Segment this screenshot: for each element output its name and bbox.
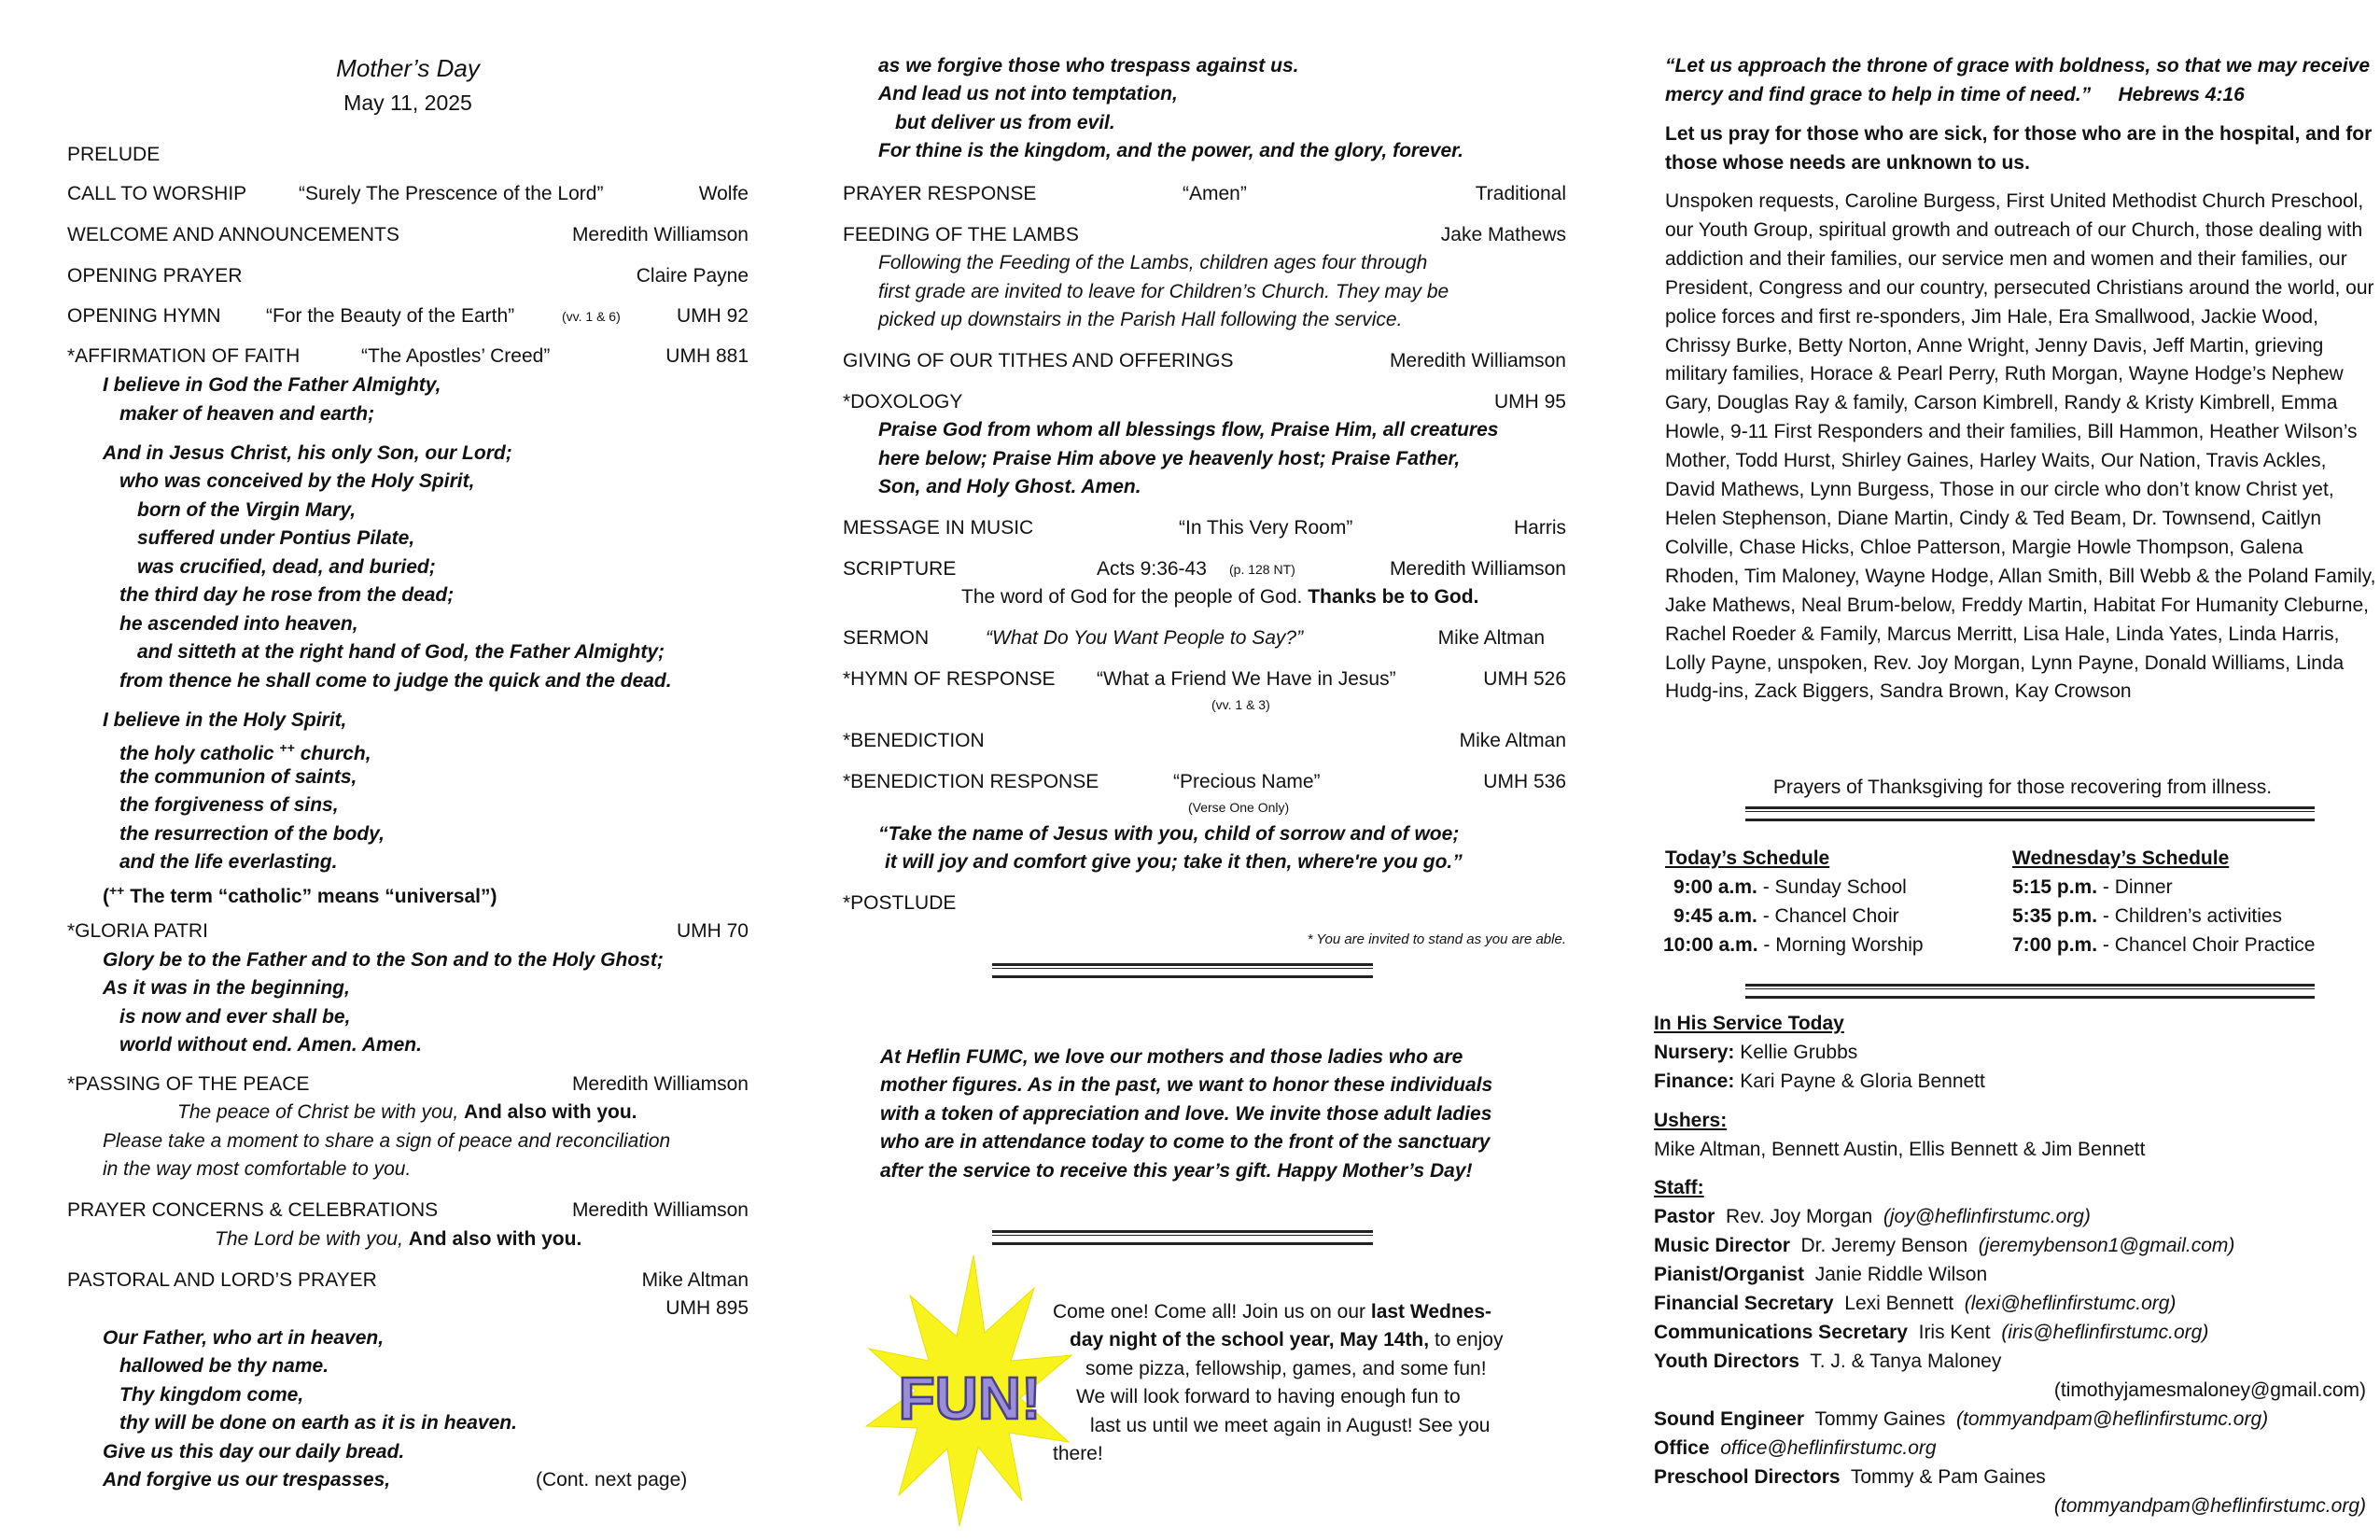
sermon-preacher: Mike Altman — [1437, 627, 1545, 649]
ushers-heading: Ushers: — [1654, 1110, 1728, 1131]
divider — [1745, 806, 2315, 821]
pastoral-prayer-leader: Mike Altman — [641, 1269, 749, 1291]
catholic-footnote-mark: ++ — [279, 740, 295, 755]
staff-row: (tommyandpam@heflinfirstumc.org) — [2053, 1495, 2366, 1517]
affirmation-number: UMH 881 — [665, 345, 749, 367]
today-schedule-item: 9:00 a.m. - Sunday School — [1673, 876, 1907, 898]
staff-row: Preschool Directors Tommy & Pam Gaines — [1654, 1466, 2046, 1488]
continued-note: (Cont. next page) — [536, 1469, 688, 1491]
affirmation-title: “The Apostles’ Creed” — [361, 345, 551, 367]
benediction-response-number: UMH 536 — [1483, 771, 1566, 792]
ushers-names: Mike Altman, Bennett Austin, Ellis Bennett & Jim Bennett — [1654, 1139, 2146, 1160]
opening-hymn-title: “For the Beauty of the Earth” — [266, 305, 515, 327]
pastoral-prayer-label: PASTORAL AND LORD’S PRAYER — [67, 1269, 377, 1291]
hebrews-verse: “Let us approach the throne of grace with boldness, so that we may receive mercy and find grace to help in time of need.” Hebrews 4:16 — [1665, 55, 2371, 105]
opening-hymn-verses: (vv. 1 & 6) — [562, 309, 621, 324]
page-title: Mother’s Day — [336, 54, 480, 82]
today-schedule-item: 9:45 a.m. - Chancel Choir — [1673, 905, 1899, 927]
sermon-label: SERMON — [843, 627, 930, 649]
wednesday-schedule-item: 7:00 p.m. - Chancel Choir Practice — [2012, 934, 2316, 956]
staff-row: (timothyjamesmaloney@gmail.com) — [2053, 1379, 2366, 1401]
prayer-intro: Let us pray for those who are sick, for those who are in the hospital, and for those whose needs are unknown to us. — [1665, 123, 2373, 174]
prayer-concerns-leader: Meredith Williamson — [571, 1199, 749, 1221]
staff-row: Communications Secretary Iris Kent (iris@heflinfirstumc.org) — [1654, 1322, 2209, 1343]
benediction-response-title: “Precious Name” — [1173, 771, 1321, 792]
opening-hymn-number: UMH 92 — [676, 305, 749, 327]
hymn-response-verses: (vv. 1 & 3) — [1211, 697, 1270, 712]
today-schedule-item: 10:00 a.m. - Morning Worship — [1663, 934, 1924, 956]
doxology-label: *DOXOLOGY — [843, 391, 963, 413]
postlude-label: *POSTLUDE — [843, 892, 957, 914]
stand-note: * You are invited to stand as you are able. — [1307, 931, 1566, 947]
hymn-response-label: *HYMN OF RESPONSE — [843, 668, 1056, 690]
call-to-worship-title: “Surely The Prescence of the Lord” — [299, 183, 604, 204]
gloria-number: UMH 70 — [676, 920, 749, 942]
hymn-response-number: UMH 526 — [1483, 668, 1566, 690]
welcome-label: WELCOME AND ANNOUNCEMENTS — [67, 224, 399, 245]
wednesday-schedule-item: 5:35 p.m. - Children’s activities — [2012, 905, 2283, 927]
doxology-number: UMH 95 — [1493, 391, 1566, 413]
staff-row: Pastor Rev. Joy Morgan (joy@heflinfirstumc.org) — [1654, 1206, 2091, 1227]
scripture-response: The word of God for the people of God. Thanks be to God. — [961, 586, 1479, 608]
benediction-response-label: *BENEDICTION RESPONSE — [843, 771, 1099, 792]
today-schedule-heading: Today’s Schedule — [1665, 847, 1830, 869]
prayer-concerns-label: PRAYER CONCERNS & CELEBRATIONS — [67, 1199, 439, 1221]
passing-peace-label: *PASSING OF THE PEACE — [67, 1073, 310, 1095]
nursery-line: Nursery: Kellie Grubbs — [1654, 1042, 1858, 1063]
feeding-lambs-label: FEEDING OF THE LAMBS — [843, 224, 1079, 245]
staff-row: Youth Directors T. J. & Tanya Maloney — [1654, 1351, 2002, 1372]
peace-response: The peace of Christ be with you, And also with you. — [177, 1101, 637, 1123]
fun-starburst-icon — [861, 1251, 1076, 1531]
sermon-title: “What Do You Want People to Say?” — [986, 627, 1304, 649]
wednesday-schedule-item: 5:15 p.m. - Dinner — [2012, 876, 2173, 898]
staff-row: Financial Secretary Lexi Bennett (lexi@heflinfirstumc.org) — [1654, 1293, 2177, 1314]
pastoral-prayer-number: UMH 895 — [665, 1297, 749, 1319]
benediction-label: *BENEDICTION — [843, 730, 985, 751]
divider — [1745, 984, 2315, 999]
benediction-response-note: (Verse One Only) — [1188, 800, 1290, 815]
welcome-leader: Meredith Williamson — [571, 224, 749, 245]
passing-peace-leader: Meredith Williamson — [571, 1073, 749, 1095]
prayer-response-label: PRAYER RESPONSE — [843, 183, 1037, 204]
scripture-reader: Meredith Williamson — [1389, 558, 1566, 580]
hymn-response-title: “What a Friend We Have in Jesus” — [1097, 668, 1396, 690]
scripture-label: SCRIPTURE — [843, 558, 957, 580]
feeding-lambs-leader: Jake Mathews — [1440, 224, 1566, 245]
message-music-label: MESSAGE IN MUSIC — [843, 517, 1034, 539]
in-his-service-heading: In His Service Today — [1654, 1013, 1844, 1034]
scripture-page: (p. 128 NT) — [1229, 562, 1295, 577]
finance-line: Finance: Kari Payne & Gloria Bennett — [1654, 1071, 1985, 1092]
prayer-response-author: Traditional — [1475, 183, 1566, 204]
catholic-footnote: (++ The term “catholic” means “universal”) — [103, 883, 497, 907]
staff-row: Pianist/Organist Janie Riddle Wilson — [1654, 1264, 1988, 1285]
affirmation-label: *AFFIRMATION OF FAITH — [67, 345, 301, 367]
divider — [992, 1230, 1373, 1245]
peace-note: Please take a moment to share a sign of peace and reconciliation — [103, 1130, 671, 1152]
prayer-response-title: “Amen” — [1183, 183, 1247, 204]
giving-label: GIVING OF OUR TITHES AND OFFERINGS — [843, 350, 1234, 371]
scripture-reference: Acts 9:36-43 — [1097, 558, 1207, 580]
service-date: May 11, 2025 — [343, 91, 472, 115]
message-music-title: “In This Very Room” — [1179, 517, 1353, 539]
prelude-label: PRELUDE — [67, 144, 161, 165]
concerns-response: The Lord be with you, And also with you. — [215, 1228, 582, 1250]
opening-hymn-label: OPENING HYMN — [67, 305, 221, 327]
prayer-requests: Unspoken requests, Caroline Burgess, First United Methodist Church Preschool, our Youth Group, spiritual growth and outreach of our Church, those dealing with addiction and their families, our service men and women and their families, our President, Congress and our country, persecuted Christians around the world, our police forces and first re-sponders, Jim Hale, Era Smallwood, Jackie Wood, Chrissy Burke, Betty Norton, Anne Wright, Jenny Davis, Jeff Martin, grieving military families, Horace & Pearl Perry, Ruth Morgan, Wayne Hodge’s Nephew Gary, Douglas Ray & family, Carson Kimbrell, Randy & Kristy Kimbrell, Emma Howle, 9-11 First Responders and their families, Bill Hammon, Heather Wilson’s Mother, Todd Hurst, Shirley Gaines, Harley Waits, Our Nation, Travis Ackles, David Mathews, Lynn Burgess, Those in our circle who don’t know Christ yet, Helen Stephenson, Diane Martin, Cindy & Ted Beam, Dr. Townsend, Caitlyn Colville, Chase Hicks, Chloe Patterson, Margie Howle Thompson, Galena Rhoden, Tim Maloney, Wayne Hodge, Allan Smith, Bill Webb & the Poland Family, Jake Mathews, Neal Brum-below, Freddy Martin, Habitat For Humanity Cleburne, Rachel Roeder & Family, Marcus Merritt, Lisa Hale, Linda Yates, Linda Harris, Lolly Payne, unspoken, Rev. Joy Morgan, Lynn Payne, Donald Williams, Linda Hudg-ins, Zack Biggers, Sandra Brown, Kay Crowson — [1665, 190, 2376, 703]
staff-row: Sound Engineer Tommy Gaines (tommyandpam@heflinfirstumc.org) — [1654, 1408, 2269, 1430]
call-to-worship-author: Wolfe — [698, 183, 749, 204]
opening-prayer-label: OPENING PRAYER — [67, 265, 243, 287]
benediction-leader: Mike Altman — [1459, 730, 1566, 751]
giving-leader: Meredith Williamson — [1389, 350, 1566, 371]
gloria-label: *GLORIA PATRI — [67, 920, 208, 942]
wednesday-schedule-heading: Wednesday’s Schedule — [2012, 847, 2230, 869]
fun-word: FUN! — [898, 1365, 1042, 1432]
message-music-author: Harris — [1514, 517, 1566, 539]
thanksgiving-prayers: Prayers of Thanksgiving for those recovering from illness. — [1772, 777, 2273, 798]
call-to-worship-label: CALL TO WORSHIP — [67, 183, 247, 204]
opening-prayer-leader: Claire Payne — [636, 265, 749, 287]
staff-row: Office office@heflinfirstumc.org — [1654, 1437, 1937, 1459]
staff-row: Music Director Dr. Jeremy Benson (jeremybenson1@gmail.com) — [1654, 1235, 2235, 1256]
staff-heading: Staff: — [1654, 1177, 1704, 1198]
divider — [992, 963, 1373, 978]
